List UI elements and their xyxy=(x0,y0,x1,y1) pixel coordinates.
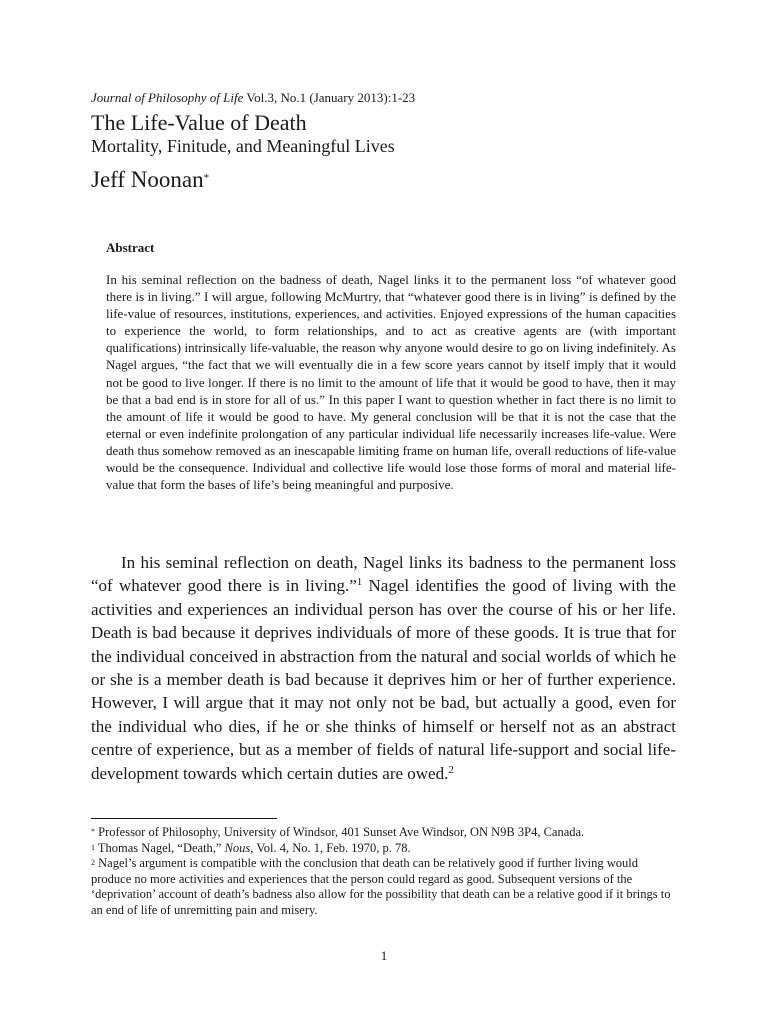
article-subtitle: Mortality, Finitude, and Meaningful Lives xyxy=(91,136,395,156)
footnote-text: Professor of Philosophy, University of Windsor, 401 Sunset Ave Windsor, ON N9B 3P4, Canada. xyxy=(95,825,585,839)
footnote-mark: 1 xyxy=(91,842,95,852)
footnote-ref-2: 2 xyxy=(448,763,454,776)
footnote-text: Vol. 4, No. 1, Feb. 1970, p. 78. xyxy=(253,840,411,855)
journal-name: Journal of Philosophy of Life xyxy=(91,90,244,105)
author-name: Jeff Noonan xyxy=(91,167,204,192)
footnote-mark: * xyxy=(91,827,95,836)
abstract-heading: Abstract xyxy=(106,240,155,255)
footnote-ref-1: 1 xyxy=(356,576,363,589)
body-text-part-2: Nagel identifies the good of living with the activities and experiences an individual person has over the course of his or her life. Death is bad because it deprives individuals of more of these goods. It is true that for the individual conceived in abstraction from the natural and social worlds of which he or she is a member death is bad because it deprives him or her of further experience. However, I will argue that it may not only not be bad, but actually a good, even for the individual who dies, if he or she thinks of himself or herself not as an abstract centre of experience, but as a member of fields of natural life-support and social life-development towards which certain duties are owed. xyxy=(91,576,676,783)
footnote-journal-title: Nous, xyxy=(224,840,254,855)
footnote-divider xyxy=(91,818,277,819)
body-text-part-1: In his seminal reflection on death, Nagel links its badness to the permanent loss “of whatever good there is in living.” xyxy=(91,553,676,596)
footnote-1 xyxy=(91,841,681,857)
abstract-text: In his seminal reflection on the badness of death, Nagel links it to the permanent loss “of whatever good there is in living.” I will argue, following McMurtry, that “whatever good there is in living” is defined by the life-value of resources, institutions, experiences, and activities. Enjoyed expressions of the human capacities to experience the world, to form relationships, and to act as creative agents are (with important qualifications) intrinsically life-valuable, the reason why anyone would desire to go on living indefinitely. As Nagel argues, “the fact that we will eventually die in a few score years cannot by itself imply that it would not be good to live longer. If there is no limit to the amount of life that it would be good to have, then it may be that a bad end is in store for all of us.” In this paper I want to question whether in fact there is no limit to the amount of life it would be good to have. My general conclusion will be that it is not the case that the eternal or even indefinite prolongation of any particular individual life necessarily increases life-value. Were death thus somehow removed as an inescapable limiting frame on human life, overall reductions of life-value would be the consequence. Individual and collective life would lose those forms of moral and material life-value that form the bases of life’s being meaningful and purposive. xyxy=(106,272,676,493)
body-paragraph xyxy=(91,551,676,785)
article-title: The Life-Value of Death xyxy=(91,110,307,135)
page-number: 1 xyxy=(380,948,388,963)
journal-details: Vol.3, No.1 (January 2013):1-23 xyxy=(243,90,416,105)
author-line xyxy=(91,166,691,194)
author-footnote-mark: * xyxy=(203,172,210,184)
footnote-text: Nagel’s argument is compatible with the conclusion that death can be relatively good if further living would produce no more activities and experiences that the person could regard as good. Subsequent versions of the ‘deprivation’ account of death’s badness also allow for the possibility that death can be a relative good if it brings to an end of life of unremitting pain and misery. xyxy=(91,856,671,917)
journal-citation xyxy=(91,90,691,106)
footnote-mark: 2 xyxy=(91,858,95,868)
footnote-text: Thomas Nagel, “Death,” xyxy=(95,840,225,855)
footnote-2 xyxy=(91,856,681,918)
footnotes xyxy=(91,825,681,919)
footnote-author xyxy=(91,825,681,841)
